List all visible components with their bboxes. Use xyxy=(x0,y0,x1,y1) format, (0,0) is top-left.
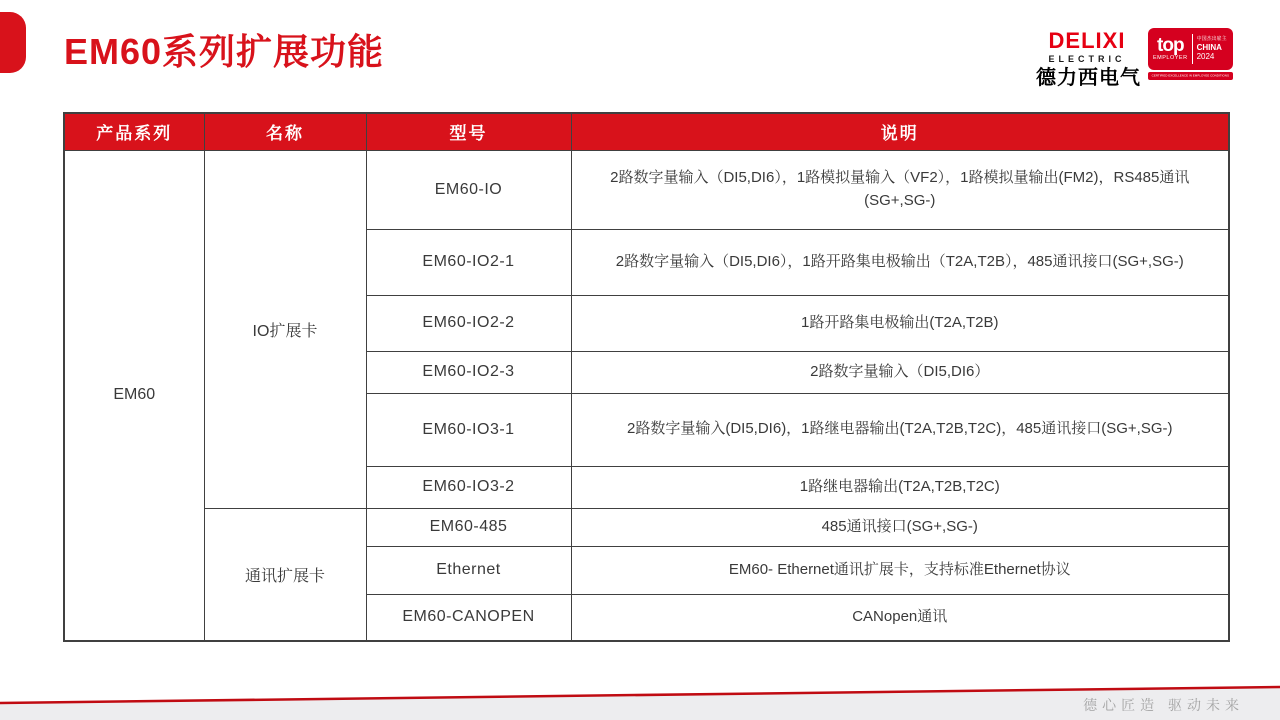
delixi-chinese-name: 德力西电气 xyxy=(1036,67,1141,89)
group-cell-io: IO扩展卡 xyxy=(204,150,366,508)
table-row xyxy=(64,508,1229,546)
desc-cell: 2路数字量输入(DI5,DI6)，1路继电器输出(T2A,T2B,T2C)，485通讯接口(SG+,SG-) xyxy=(571,393,1229,466)
footer-slogan: 德心匠造 驱动未来 xyxy=(1083,697,1244,713)
desc-cell: 1路继电器输出(T2A,T2B,T2C) xyxy=(571,466,1229,508)
page-title: EM60系列扩展功能 xyxy=(64,31,385,72)
header-model: 型号 xyxy=(366,113,571,150)
group-cell-comm: 通讯扩展卡 xyxy=(204,508,366,641)
table-row xyxy=(64,150,1229,229)
model-cell: Ethernet xyxy=(366,546,571,594)
header-name: 名称 xyxy=(204,113,366,150)
badge-strip xyxy=(1148,72,1233,80)
title-accent-shape xyxy=(0,12,26,73)
model-cell: EM60-CANOPEN xyxy=(366,594,571,641)
model-cell: EM60-IO2-2 xyxy=(366,295,571,351)
top-employer-right xyxy=(1197,37,1228,61)
header-product-series: 产品系列 xyxy=(64,113,204,150)
top-employer-badge xyxy=(1148,28,1233,80)
badge-country: CHINA xyxy=(1196,42,1222,52)
badge-year: 2024 xyxy=(1196,51,1215,61)
desc-cell: 2路数字量输入（DI5,DI6），1路模拟量输入（VF2），1路模拟量输出(FM2)，RS485通讯(SG+,SG-) xyxy=(571,150,1229,229)
badge-strip-text: CERTIFIED EXCELLENCE IN EMPLOYEE CONDITIONS xyxy=(1151,74,1230,78)
top-employer-badge-main xyxy=(1148,28,1233,70)
model-cell: EM60-IO2-1 xyxy=(366,229,571,295)
model-cell: EM60-IO2-3 xyxy=(366,351,571,393)
delixi-wordmark: DELIXI xyxy=(1048,28,1126,53)
top-employer-word: top xyxy=(1157,34,1184,56)
model-cell: EM60-IO3-1 xyxy=(366,393,571,466)
badge-divider xyxy=(1192,34,1193,64)
series-cell: EM60 xyxy=(64,150,204,641)
desc-cell: 485通讯接口(SG+,SG-) xyxy=(571,508,1229,546)
header-description: 说明 xyxy=(571,113,1229,150)
desc-cell: EM60- Ethernet通讯扩展卡，支持标准Ethernet协议 xyxy=(571,546,1229,594)
spec-table xyxy=(63,112,1230,642)
delixi-logo xyxy=(1036,28,1141,89)
desc-cell: CANopen通讯 xyxy=(571,594,1229,641)
table-header-row xyxy=(64,113,1229,150)
top-employer-left xyxy=(1153,34,1188,62)
model-cell: EM60-485 xyxy=(366,508,571,546)
delixi-electric-label: ELECTRIC xyxy=(1048,54,1126,64)
desc-cell: 2路数字量输入（DI5,DI6） xyxy=(571,351,1229,393)
model-cell: EM60-IO xyxy=(366,150,571,229)
desc-cell: 2路数字量输入（DI5,DI6），1路开路集电极输出（T2A,T2B），485通讯接口(SG+,SG-) xyxy=(571,229,1229,295)
desc-cell: 1路开路集电极输出(T2A,T2B) xyxy=(571,295,1229,351)
model-cell: EM60-IO3-2 xyxy=(366,466,571,508)
top-employer-label: EMPLOYER xyxy=(1153,55,1188,62)
badge-cn-text: 中国杰出雇主 xyxy=(1196,35,1227,42)
